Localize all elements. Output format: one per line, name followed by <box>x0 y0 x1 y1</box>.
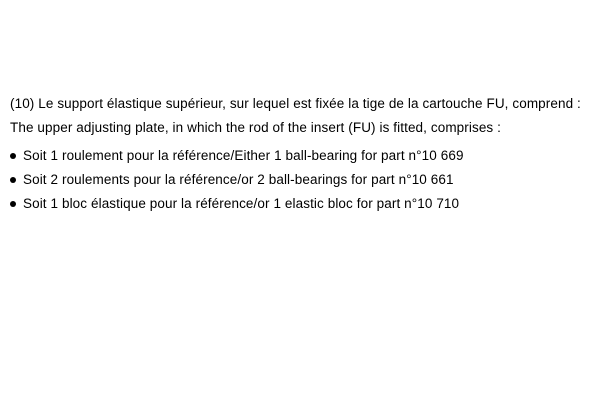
bullet-dot-icon <box>10 177 16 183</box>
bullet-dot-icon <box>10 201 16 207</box>
list-item-label: Soit 1 bloc élastique pour la référence/or 1 elastic bloc for part n°10 710 <box>23 196 460 211</box>
intro-line-english: The upper adjusting plate, in which the rod of the insert (FU) is fitted, comprises : <box>10 120 501 135</box>
list-item <box>10 144 588 168</box>
list-item-label: Soit 2 roulements pour la référence/or 2 ball-bearings for part n°10 661 <box>23 172 454 187</box>
text-block <box>10 92 588 216</box>
list-item-label: Soit 1 roulement pour la référence/Either 1 ball-bearing for part n°10 669 <box>23 148 464 163</box>
bullet-list <box>10 144 588 216</box>
bullet-dot-icon <box>10 153 16 159</box>
list-item <box>10 168 588 192</box>
list-item <box>10 192 588 216</box>
intro-line-french: (10) Le support élastique supérieur, sur lequel est fixée la tige de la cartouche FU, comprend : <box>10 96 581 111</box>
